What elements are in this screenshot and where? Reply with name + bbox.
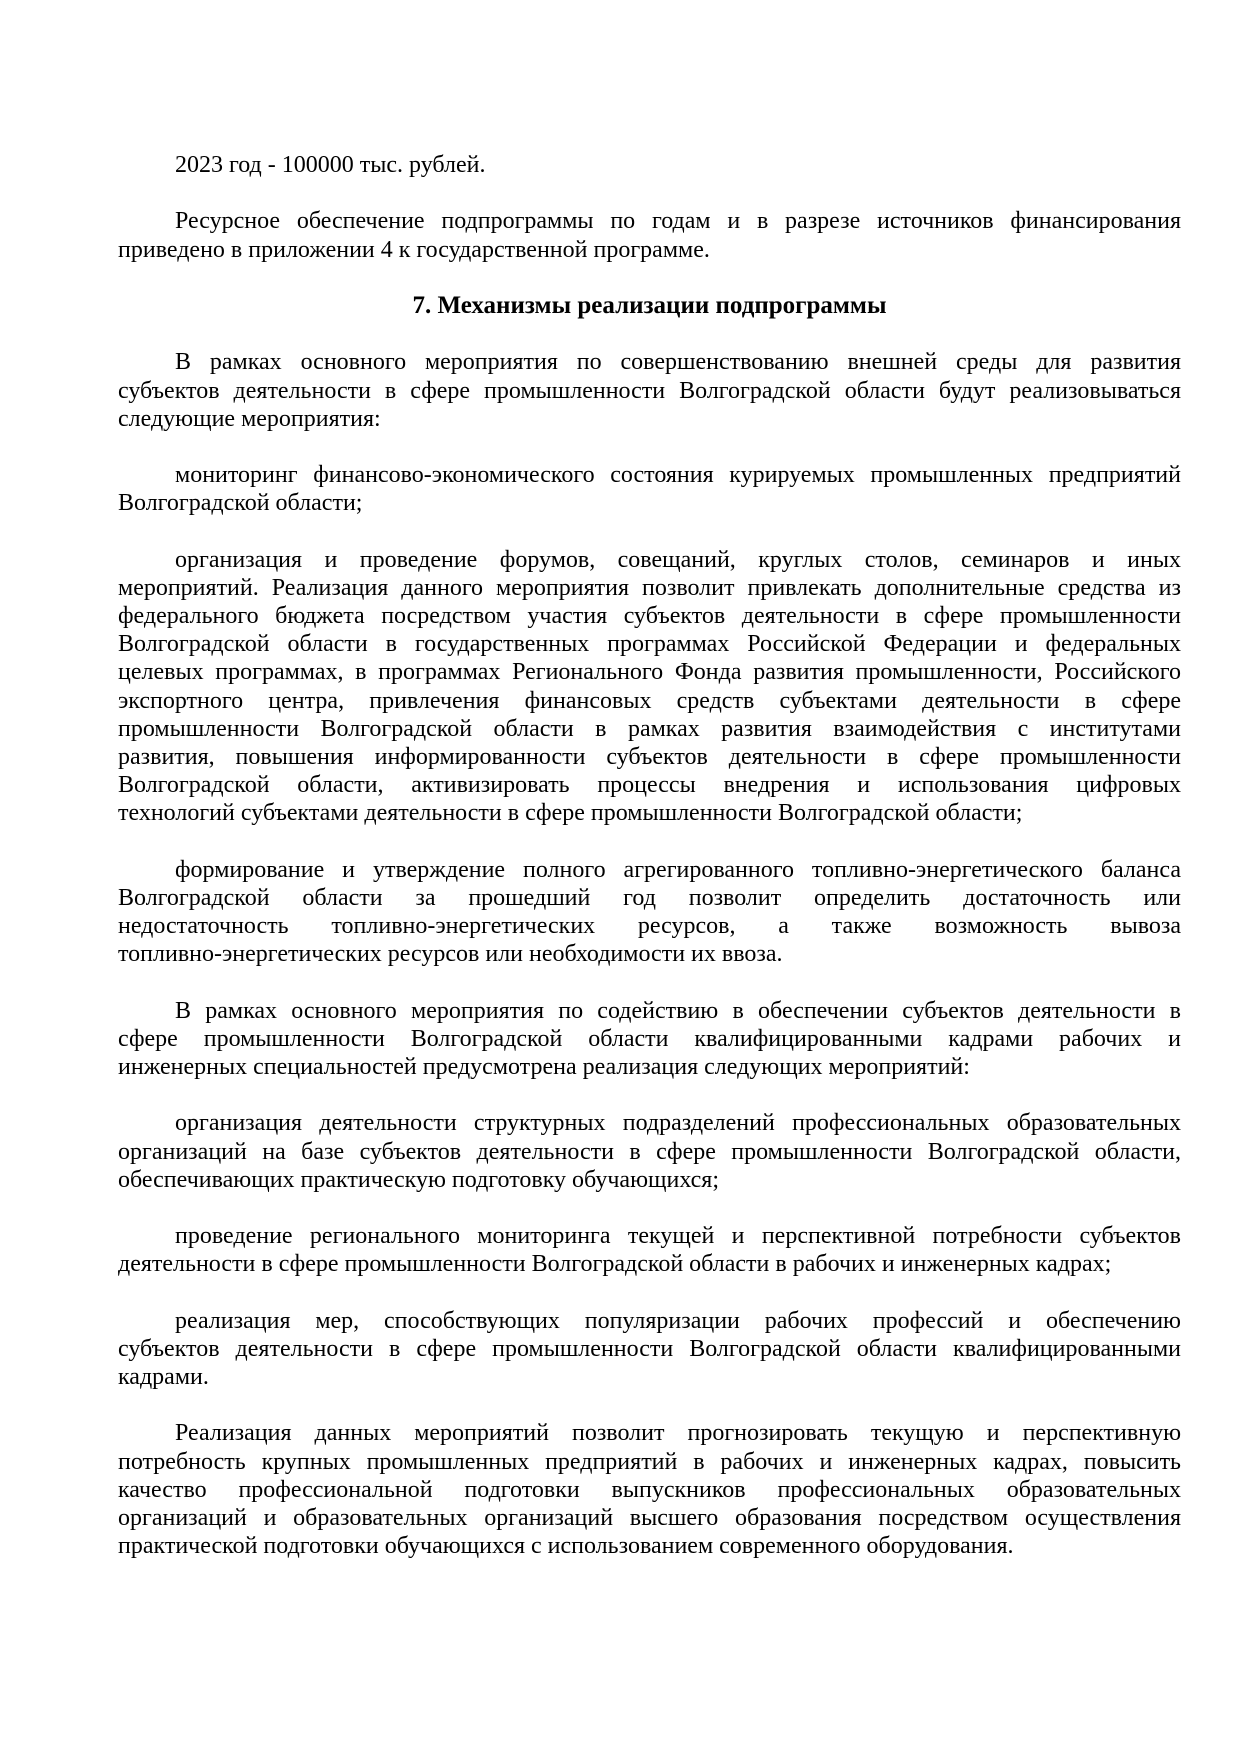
text-line: реализация мер, способствующих популяризации рабочих профессий и обеспечению (175, 1307, 1181, 1334)
text-line: федерального бюджета посредством участия субъектов деятельности в сфере промышленности (118, 603, 1181, 630)
document-page (118, 151, 1181, 1589)
text-line: приведено в приложении 4 к государственной программе. (118, 236, 710, 263)
paragraph (118, 997, 1181, 1082)
text-line: организаций на базе субъектов деятельности в сфере промышленности Волгоградской области, (118, 1138, 1181, 1165)
text-line: топливно-энергетических ресурсов или необходимости их ввоза. (118, 941, 783, 968)
text-line: следующие мероприятия: (118, 405, 381, 432)
text-line: мероприятий. Реализация данного мероприятия позволит привлекать дополнительные средства из (118, 574, 1181, 601)
text-line: экспортного центра, привлечения финансовых средств субъектами деятельности в сфере (118, 687, 1181, 714)
text-line: Реализация данных мероприятий позволит прогнозировать текущую и перспективную (175, 1420, 1181, 1447)
text-line: технологий субъектами деятельности в сфере промышленности Волгоградской области; (118, 800, 1023, 827)
text-line: организаций и образовательных организаций высшего образования посредством осуществления (118, 1505, 1181, 1532)
text-line: недостаточность топливно-энергетических ресурсов, а также возможность вывоза (118, 913, 1181, 940)
section-heading: 7. Механизмы реализации подпрограммы (412, 291, 887, 319)
text-line: 2023 год - 100000 тыс. рублей. (175, 152, 486, 178)
text-line: мониторинг финансово-экономического состояния курируемых промышленных предприятий (175, 462, 1181, 489)
text-line: проведение регионального мониторинга текущей и перспективной потребности субъектов (175, 1223, 1181, 1250)
text-line: промышленности Волгоградской области в рамках развития взаимодействия с институтами (118, 715, 1181, 742)
paragraph (118, 1419, 1181, 1560)
paragraphs-before-heading (118, 151, 1181, 264)
text-line: В рамках основного мероприятия по содействию в обеспечении субъектов деятельности в (175, 997, 1181, 1024)
text-line: Ресурсное обеспечение подпрограммы по годам и в разрезе источников финансирования (175, 208, 1181, 235)
text-line: деятельности в сфере промышленности Волгоградской области в рабочих и инженерных кадрах; (118, 1251, 1112, 1278)
text-line: развития, повышения информированности субъектов деятельности в сфере промышленности (118, 743, 1181, 770)
text-line: Волгоградской области за прошедший год позволит определить достаточность или (118, 884, 1181, 911)
paragraphs-after-heading (118, 348, 1181, 1560)
text-line: В рамках основного мероприятия по совершенствованию внешней среды для развития (175, 349, 1181, 376)
paragraph (118, 461, 1181, 517)
text-line: субъектов деятельности в сфере промышленности Волгоградской области квалифицированными (118, 1335, 1181, 1362)
text-line: потребность крупных промышленных предприятий в рабочих и инженерных кадрах, повысить (118, 1448, 1181, 1475)
paragraph (118, 151, 1181, 179)
text-line: Волгоградской области, активизировать процессы внедрения и использования цифровых (118, 772, 1181, 799)
text-line: кадрами. (118, 1364, 209, 1391)
paragraph (118, 856, 1181, 969)
text-line: организация и проведение форумов, совещаний, круглых столов, семинаров и иных (175, 546, 1181, 573)
text-line: практической подготовки обучающихся с использованием современного оборудования. (118, 1533, 1014, 1560)
paragraph (118, 348, 1181, 433)
text-line: организация деятельности структурных подразделений профессиональных образовательных (175, 1110, 1181, 1137)
paragraph (118, 1222, 1181, 1278)
text-line: целевых программах, в программах Регионального Фонда развития промышленности, Российского (118, 659, 1181, 686)
text-line: качество профессиональной подготовки выпускников профессиональных образовательных (118, 1476, 1181, 1503)
text-line: формирование и утверждение полного агрегированного топливно-энергетического баланса (175, 856, 1181, 883)
paragraph (118, 207, 1181, 263)
paragraph (118, 546, 1181, 828)
text-line: инженерных специальностей предусмотрена реализация следующих мероприятий: (118, 1054, 970, 1081)
text-line: сфере промышленности Волгоградской области квалифицированными кадрами рабочих и (118, 1025, 1181, 1052)
paragraph (118, 1109, 1181, 1194)
text-line: Волгоградской области; (118, 490, 363, 517)
text-line: обеспечивающих практическую подготовку обучающихся; (118, 1166, 719, 1193)
text-line: Волгоградской области в государственных программах Российской Федерации и федеральных (118, 631, 1181, 658)
paragraph (118, 1307, 1181, 1392)
text-line: субъектов деятельности в сфере промышленности Волгоградской области будут реализовываться (118, 377, 1181, 404)
